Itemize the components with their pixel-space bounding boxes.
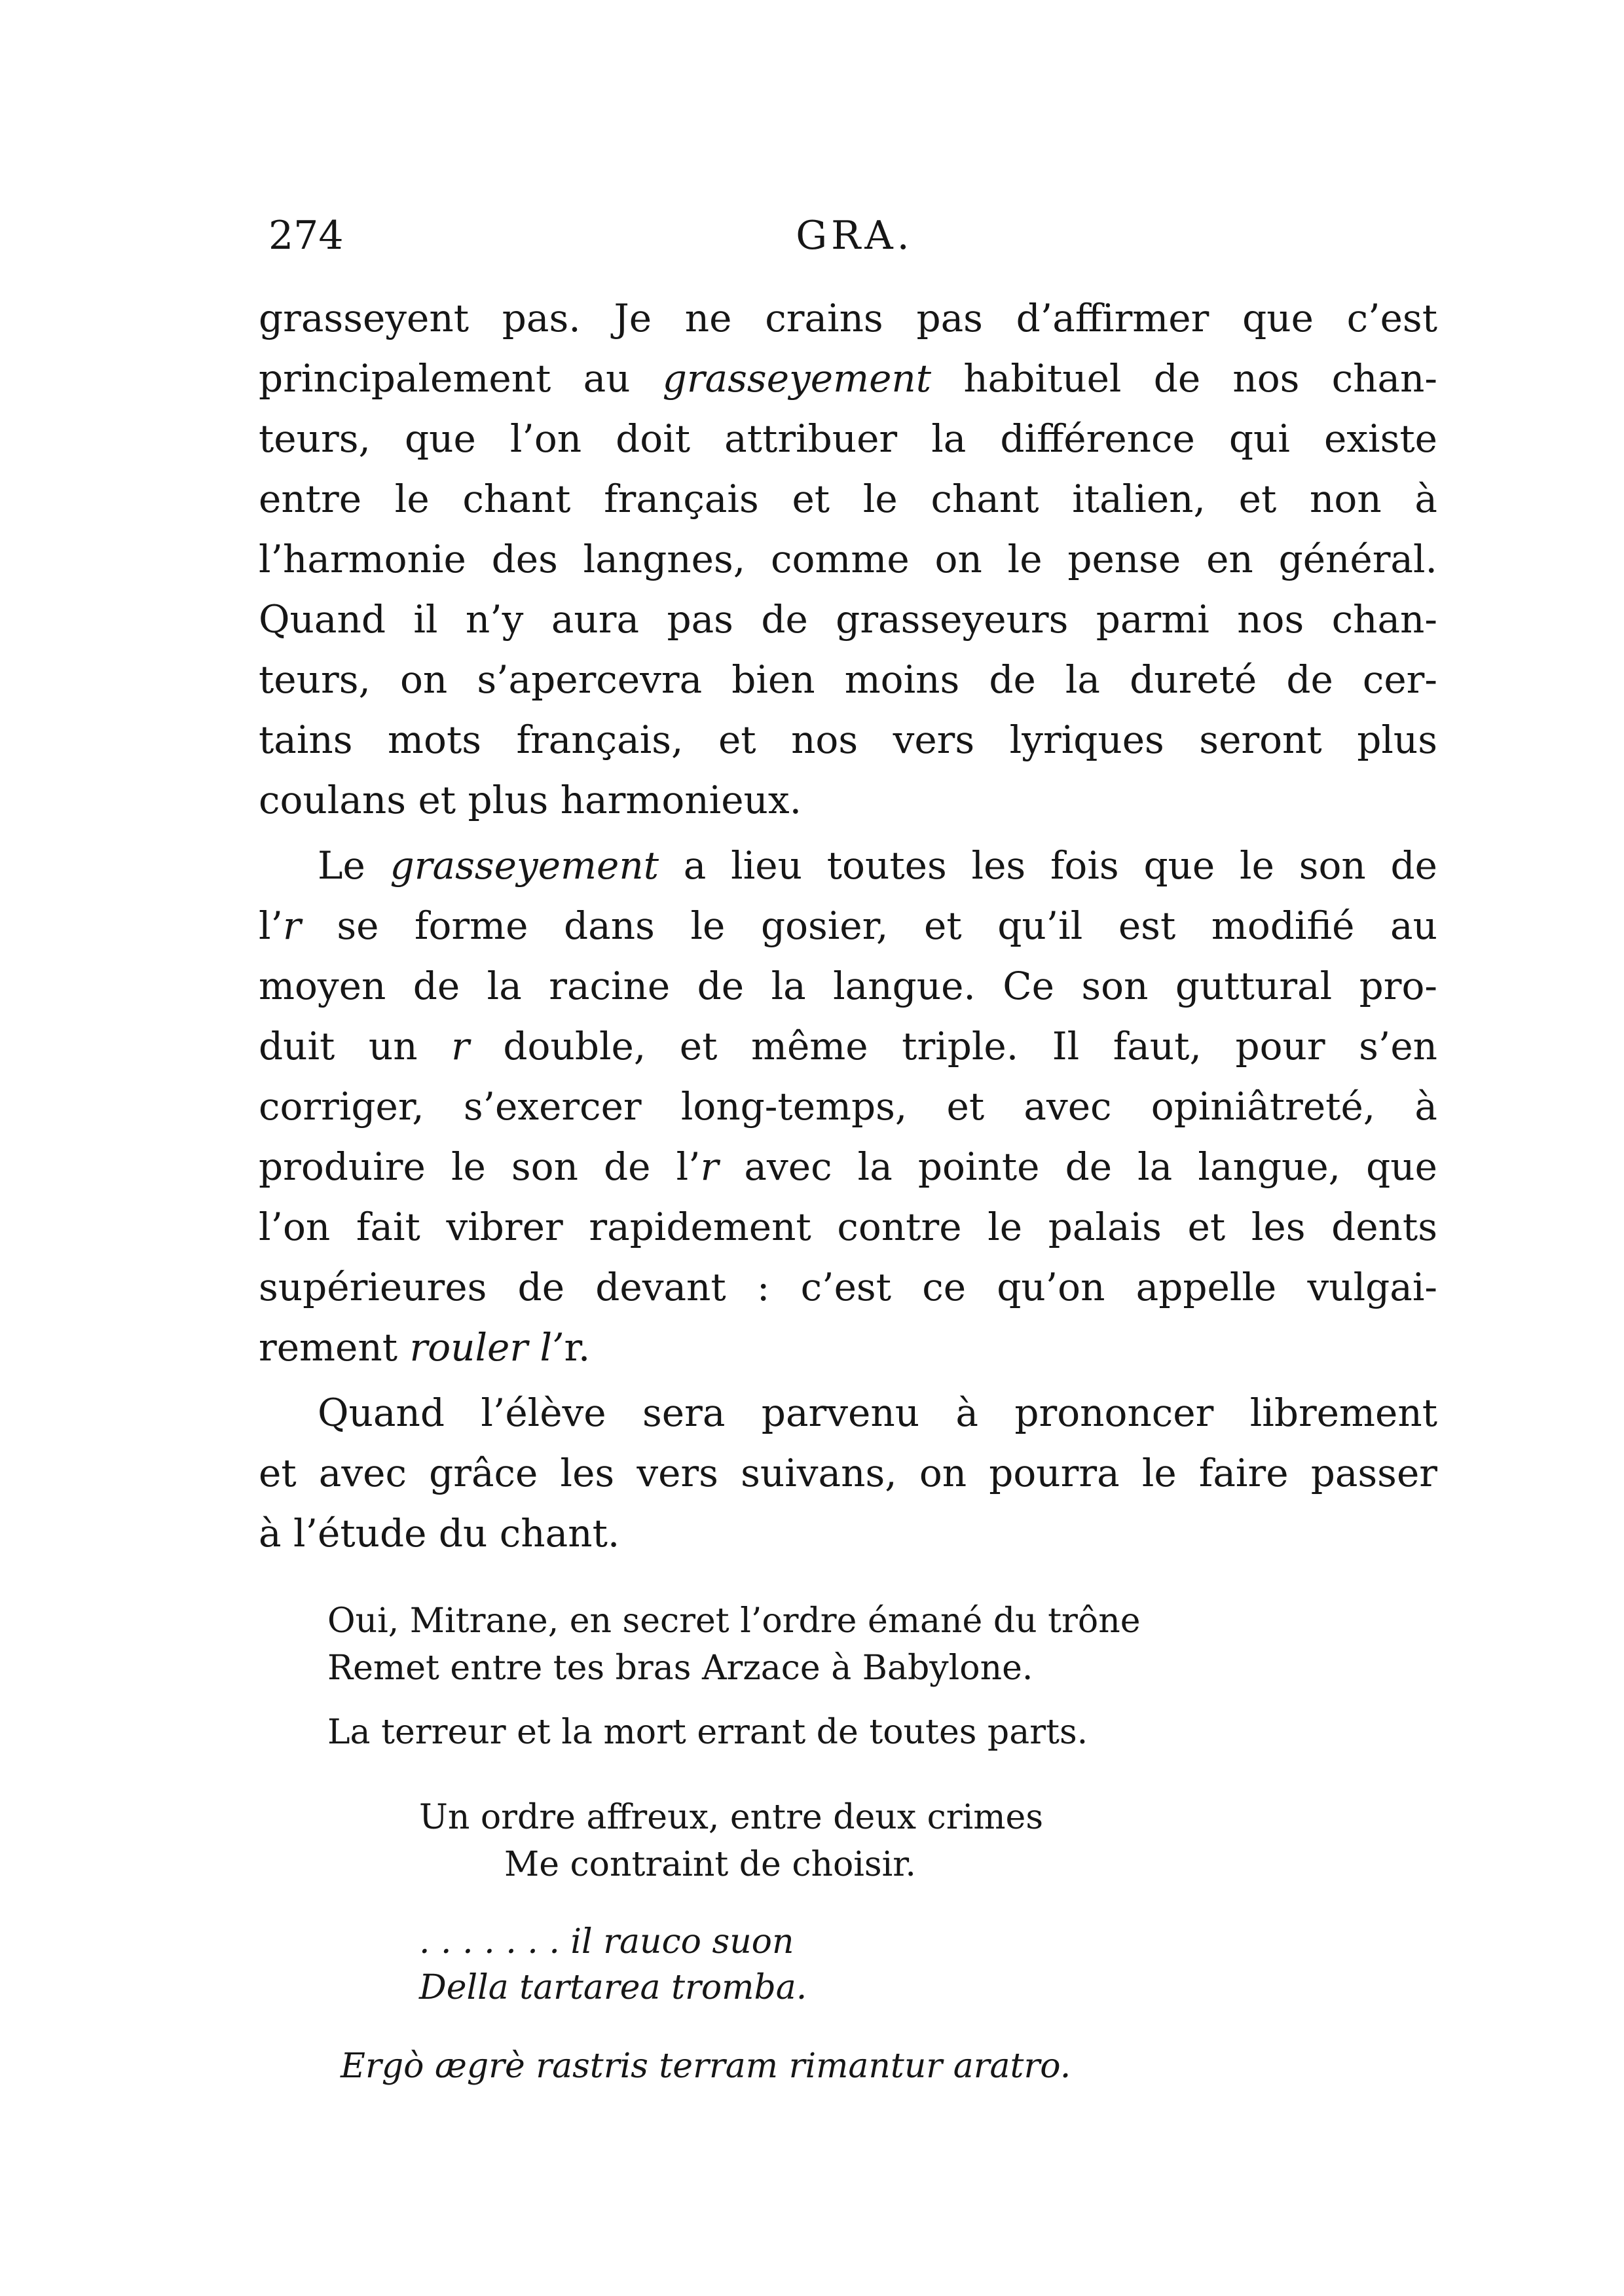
verse-example-1 xyxy=(327,1597,1140,1692)
text-run: a lieu toutes les fois que le son de xyxy=(659,843,1437,888)
page-header xyxy=(268,213,1441,272)
text-line xyxy=(259,896,1437,956)
text-line xyxy=(259,348,1437,409)
text-run: r. xyxy=(564,1325,591,1370)
italic-term: r xyxy=(283,903,301,948)
text-line: et avec grâce les vers suivans, on pourra le faire passer xyxy=(259,1451,1437,1495)
text-line: teurs, que l’on doit attribuer la différence qui existe xyxy=(259,416,1437,461)
body-text xyxy=(259,288,1437,1563)
text-line: entre le chant français et le chant italien, et non à xyxy=(259,477,1437,521)
italic-term: grasseyement xyxy=(390,843,659,888)
text-run: se forme dans le gosier, et qu’il est modifié au xyxy=(301,903,1437,948)
verse-line: Della tartarea tromba. xyxy=(419,1968,807,2007)
text-run: produire le son de l’ xyxy=(259,1144,701,1189)
text-run: Le xyxy=(318,843,390,888)
text-line xyxy=(259,1137,1437,1197)
text-line: corriger, s’exercer long-temps, et avec opiniâtreté, à xyxy=(259,1084,1437,1129)
text-line: l’on fait vibrer rapidement contre le palais et les dents xyxy=(259,1205,1437,1249)
italic-term: rouler l’ xyxy=(409,1325,564,1370)
page-number: 274 xyxy=(268,213,344,259)
text-run: double, et même triple. Il faut, pour s’en xyxy=(469,1024,1437,1068)
text-line: l’harmonie des langnes, comme on le pense en général. xyxy=(259,537,1437,581)
text-line xyxy=(259,835,1437,896)
verse-line: Remet entre tes bras Arzace à Babylone. xyxy=(327,1649,1033,1688)
text-run: avec la pointe de la langue, que xyxy=(718,1144,1437,1189)
verse-example-latin: Ergò ægrè rastris terram rimantur aratro. xyxy=(341,2047,1071,2086)
paragraph-2 xyxy=(259,835,1437,1377)
verse-line: Me contraint de choisir. xyxy=(504,1845,916,1884)
text-line xyxy=(259,1016,1437,1076)
text-line: supérieures de devant : c’est ce qu’on appelle vulgai- xyxy=(259,1265,1437,1309)
paragraph-1 xyxy=(259,288,1437,830)
paragraph-3 xyxy=(259,1383,1437,1563)
text-line: tains mots français, et nos vers lyriques seront plus xyxy=(259,718,1437,762)
italic-term: r xyxy=(700,1144,719,1189)
text-line: moyen de la racine de la langue. Ce son guttural pro- xyxy=(259,964,1437,1008)
verse-line: Oui, Mitrane, en secret l’ordre émané du trône xyxy=(327,1601,1141,1641)
text-run: habituel de nos chan- xyxy=(931,356,1437,401)
text-line: Quand il n’y aura pas de grasseyeurs parmi nos chan- xyxy=(259,597,1437,642)
text-run: principalement au xyxy=(259,356,663,401)
text-line: grasseyent pas. Je ne crains pas d’affirmer que c’est xyxy=(259,296,1437,340)
text-line: Quand l’élève sera parvenu à prononcer librement xyxy=(318,1391,1437,1435)
text-line xyxy=(259,1317,1437,1377)
text-run: rement xyxy=(259,1325,410,1370)
text-line: à l’étude du chant. xyxy=(259,1511,620,1556)
verse-line: . . . . . . . il rauco suon xyxy=(419,1922,794,1961)
verse-example-2: La terreur et la mort errant de toutes parts. xyxy=(327,1713,1088,1752)
running-head: GRA. xyxy=(796,213,913,259)
verse-line: Un ordre affreux, entre deux crimes xyxy=(419,1798,1044,1837)
italic-term: r xyxy=(451,1024,470,1068)
text-run: duit un xyxy=(259,1024,452,1068)
text-run: l’ xyxy=(259,903,283,948)
text-line: teurs, on s’apercevra bien moins de la dureté de cer- xyxy=(259,657,1437,702)
text-line: coulans et plus harmonieux. xyxy=(259,778,802,822)
italic-term: grasseyement xyxy=(662,356,932,401)
